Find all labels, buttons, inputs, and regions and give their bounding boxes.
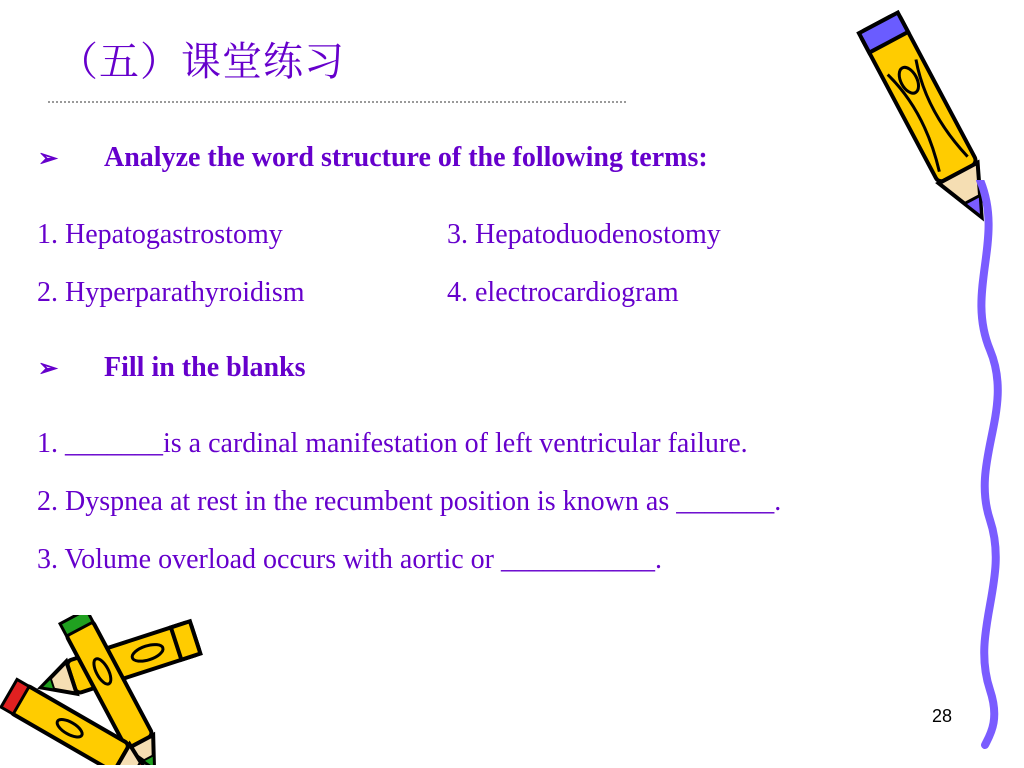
decorative-squiggle <box>960 180 1020 750</box>
pencil-icon <box>0 615 210 765</box>
page-number: 28 <box>932 706 953 726</box>
blank-item: 3. Volume overload occurs with aortic or ___________. <box>37 544 662 575</box>
blank-item: 1. _______is a cardinal manifestation of left ventricular failure. <box>37 428 748 459</box>
term-item: 1. Hepatogastrostomy <box>37 219 283 250</box>
bullet-arrow-icon: ➢ <box>38 146 59 172</box>
term-item: 3. Hepatoduodenostomy <box>447 219 721 250</box>
section-heading-analyze <box>38 142 708 174</box>
section-heading-text: Analyze the word structure of the following terms: <box>104 142 708 173</box>
bullet-arrow-icon: ➢ <box>38 356 59 382</box>
slide-title: （五）课堂练习 <box>58 39 345 85</box>
section-heading-fill <box>38 352 306 384</box>
term-item: 2. Hyperparathyroidism <box>37 277 305 308</box>
term-item: 4. electrocardiogram <box>447 277 679 308</box>
section-heading-text: Fill in the blanks <box>104 352 306 383</box>
title-divider <box>48 101 626 103</box>
blank-item: 2. Dyspnea at rest in the recumbent position is known as _______. <box>37 486 782 517</box>
